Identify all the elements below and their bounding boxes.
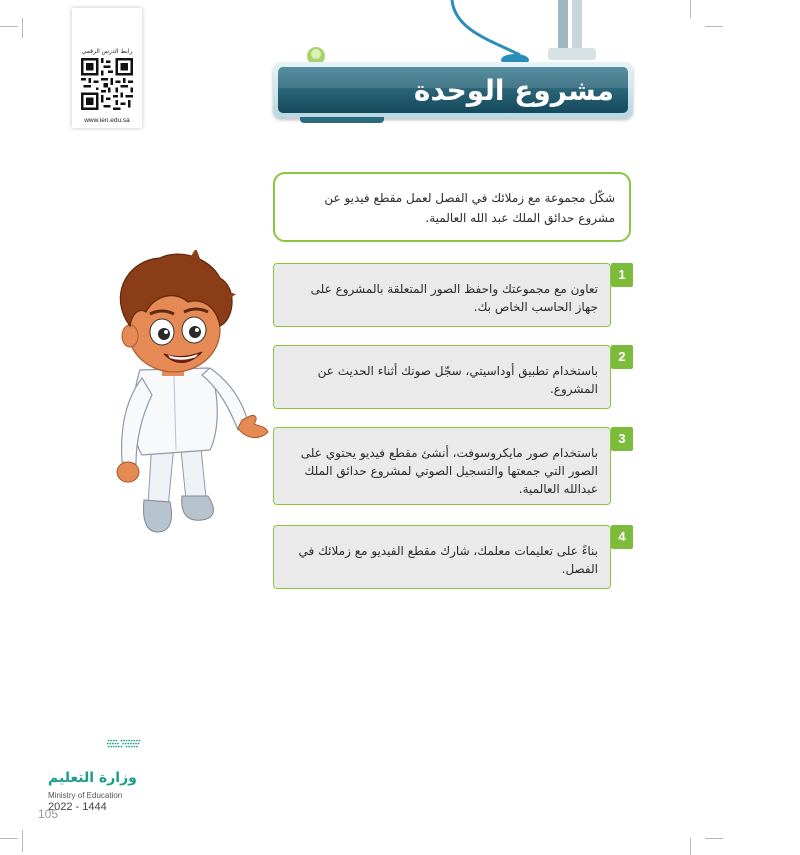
step-box xyxy=(273,525,611,589)
qr-label: رابط الدرس الرقمي xyxy=(81,48,133,55)
title-banner xyxy=(273,62,633,118)
step-text: بناءً على تعليمات معلمك، شارك مقطع الفيديو مع زملائك في الفصل. xyxy=(298,544,598,576)
ministry-logo-icon xyxy=(48,738,188,768)
step-text: باستخدام صور مايكروسوفت، أنشئ مقطع فيديو يحتوي على الصور التي جمعتها والتسجيل الصوتي لمشروع حدائق الملك عبدالله العالمية. xyxy=(300,446,598,496)
qr-url: www.ien.edu.sa xyxy=(84,117,130,124)
step-number: 1 xyxy=(611,263,633,287)
crop-mark xyxy=(0,26,18,27)
step-box xyxy=(273,427,611,505)
ministry-name-arabic: وزارة التعليم xyxy=(48,770,137,786)
year-label: 2022 - 1444 xyxy=(48,801,107,813)
banner-tab xyxy=(300,117,384,123)
crop-mark xyxy=(705,838,723,839)
crop-mark xyxy=(690,0,691,18)
page-title: مشروع الوحدة xyxy=(413,74,614,107)
step-number: 4 xyxy=(611,525,633,549)
step-number: 3 xyxy=(611,427,633,451)
intro-box xyxy=(273,172,631,242)
qr-card[interactable] xyxy=(72,8,142,128)
step-box xyxy=(273,345,611,409)
crop-mark xyxy=(0,838,18,839)
intro-text: شكّل مجموعة مع زملائك في الفصل لعمل مقطع فيديو عن مشروع حدائق الملك عبد الله العالمية. xyxy=(324,191,615,225)
qr-code-icon xyxy=(81,58,133,110)
step-box xyxy=(273,263,611,327)
boy-character-illustration xyxy=(70,250,275,540)
step-number: 2 xyxy=(611,345,633,369)
step-text: تعاون مع مجموعتك واحفظ الصور المتعلقة بالمشروع على جهاز الحاسب الخاص بك. xyxy=(310,282,598,314)
crop-mark xyxy=(22,18,23,38)
page-number: 105 xyxy=(38,807,59,821)
ministry-name-english: Ministry of Education xyxy=(48,791,123,800)
crop-mark xyxy=(705,26,723,27)
step-text: باستخدام تطبيق أوداسيتي، سجّل صوتك أثناء الحديث عن المشروع. xyxy=(317,364,598,396)
crop-mark xyxy=(22,830,23,852)
crop-mark xyxy=(690,838,691,855)
